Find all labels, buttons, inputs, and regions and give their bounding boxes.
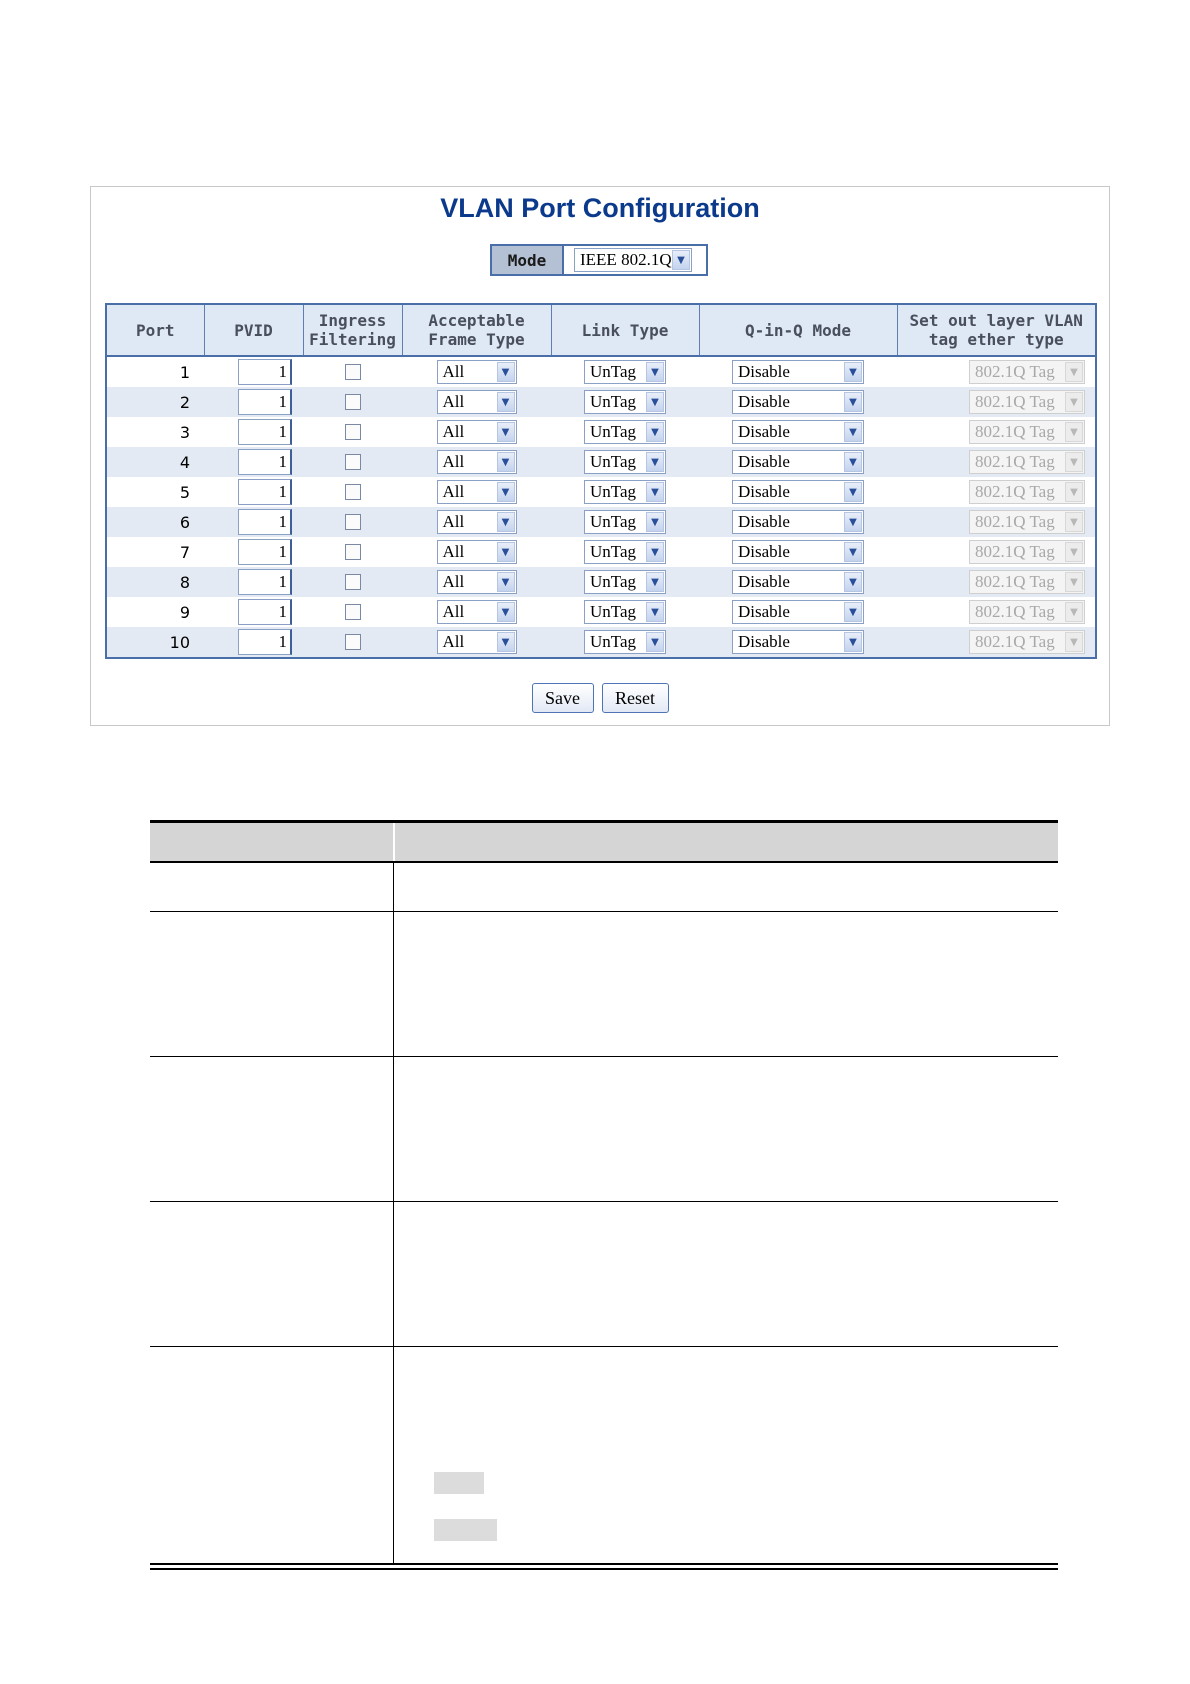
frame-type-select[interactable]: All ▼ [437, 630, 517, 654]
link-type-select[interactable]: UnTag ▼ [584, 390, 666, 414]
mode-select-value: IEEE 802.1Q [580, 250, 672, 269]
object-header-cell [150, 823, 395, 861]
header-link-type: Link Type [551, 304, 699, 356]
chevron-down-icon: ▼ [1065, 542, 1083, 562]
ingress-filtering-checkbox[interactable] [345, 514, 361, 530]
table-row [106, 537, 1096, 567]
qinq-mode-select[interactable]: Disable ▼ [732, 570, 864, 594]
mode-control [490, 244, 708, 276]
chevron-down-icon: ▼ [497, 572, 515, 592]
pvid-input[interactable]: 1 [238, 539, 292, 565]
frame-type-select[interactable]: All ▼ [437, 510, 517, 534]
frame-type-select[interactable]: All ▼ [437, 600, 517, 624]
table-row [106, 447, 1096, 477]
chevron-down-icon: ▼ [844, 362, 862, 382]
highlight-mark [434, 1519, 497, 1541]
mode-label: Mode [492, 246, 564, 274]
highlight-mark [434, 1472, 484, 1494]
chevron-down-icon: ▼ [844, 632, 862, 652]
frame-type-select[interactable]: All ▼ [437, 390, 517, 414]
port-number: 10 [106, 627, 204, 658]
mode-select[interactable] [574, 248, 692, 272]
chevron-down-icon: ▼ [497, 542, 515, 562]
qinq-mode-select[interactable]: Disable ▼ [732, 450, 864, 474]
table-row [106, 477, 1096, 507]
table-row [106, 627, 1096, 658]
link-type-select[interactable]: UnTag ▼ [584, 360, 666, 384]
chevron-down-icon: ▼ [646, 422, 664, 442]
ingress-filtering-checkbox[interactable] [345, 454, 361, 470]
description-row [150, 1347, 1058, 1565]
port-number: 6 [106, 507, 204, 537]
chevron-down-icon: ▼ [497, 512, 515, 532]
frame-type-select[interactable]: All ▼ [437, 420, 517, 444]
port-number: 8 [106, 567, 204, 597]
chevron-down-icon: ▼ [1065, 602, 1083, 622]
description-row [150, 863, 1058, 912]
chevron-down-icon: ▼ [1065, 452, 1083, 472]
chevron-down-icon: ▼ [844, 602, 862, 622]
qinq-mode-select[interactable]: Disable ▼ [732, 420, 864, 444]
ether-type-select: 802.1Q Tag ▼ [969, 540, 1085, 564]
chevron-down-icon: ▼ [646, 572, 664, 592]
ether-type-select: 802.1Q Tag ▼ [969, 480, 1085, 504]
ingress-filtering-checkbox[interactable] [345, 604, 361, 620]
page-title: VLAN Port Configuration [440, 193, 760, 223]
ether-type-select: 802.1Q Tag ▼ [969, 450, 1085, 474]
ether-type-select: 802.1Q Tag ▼ [969, 510, 1085, 534]
chevron-down-icon: ▼ [1065, 422, 1083, 442]
chevron-down-icon: ▼ [646, 512, 664, 532]
port-number: 3 [106, 417, 204, 447]
chevron-down-icon: ▼ [1065, 482, 1083, 502]
port-number: 5 [106, 477, 204, 507]
link-type-select[interactable]: UnTag ▼ [584, 450, 666, 474]
qinq-mode-select[interactable]: Disable ▼ [732, 390, 864, 414]
header-pvid: PVID [204, 304, 303, 356]
qinq-mode-select[interactable]: Disable ▼ [732, 360, 864, 384]
port-number: 4 [106, 447, 204, 477]
pvid-input[interactable]: 1 [238, 359, 292, 385]
table-row [106, 356, 1096, 387]
chevron-down-icon: ▼ [844, 542, 862, 562]
save-button[interactable]: Save [532, 683, 594, 713]
chevron-down-icon: ▼ [1065, 512, 1083, 532]
pvid-input[interactable]: 1 [238, 449, 292, 475]
ingress-filtering-checkbox[interactable] [345, 364, 361, 380]
qinq-mode-select[interactable]: Disable ▼ [732, 540, 864, 564]
ingress-filtering-checkbox[interactable] [345, 544, 361, 560]
chevron-down-icon: ▼ [844, 392, 862, 412]
ingress-filtering-checkbox[interactable] [345, 394, 361, 410]
chevron-down-icon: ▼ [844, 452, 862, 472]
link-type-select[interactable]: UnTag ▼ [584, 630, 666, 654]
port-number: 7 [106, 537, 204, 567]
link-type-select[interactable]: UnTag ▼ [584, 570, 666, 594]
chevron-down-icon: ▼ [497, 602, 515, 622]
chevron-down-icon: ▼ [646, 482, 664, 502]
port-number: 1 [106, 356, 204, 387]
frame-type-select[interactable]: All ▼ [437, 450, 517, 474]
pvid-input[interactable]: 1 [238, 419, 292, 445]
chevron-down-icon: ▼ [497, 392, 515, 412]
description-row [150, 912, 1058, 1057]
chevron-down-icon: ▼ [497, 362, 515, 382]
frame-type-select[interactable]: All ▼ [437, 570, 517, 594]
chevron-down-icon: ▼ [844, 572, 862, 592]
chevron-down-icon: ▼ [1065, 632, 1083, 652]
table-row [106, 387, 1096, 417]
description-row [150, 1057, 1058, 1202]
link-type-select[interactable]: UnTag ▼ [584, 600, 666, 624]
pvid-input[interactable]: 1 [238, 479, 292, 505]
vlan-port-config-panel [90, 186, 1110, 726]
chevron-down-icon: ▼ [844, 482, 862, 502]
frame-type-select[interactable]: All ▼ [437, 480, 517, 504]
frame-type-select[interactable]: All ▼ [437, 360, 517, 384]
ingress-filtering-checkbox[interactable] [345, 634, 361, 650]
ether-type-select: 802.1Q Tag ▼ [969, 420, 1085, 444]
form-buttons [91, 683, 1109, 713]
chevron-down-icon: ▼ [646, 632, 664, 652]
link-type-select[interactable]: UnTag ▼ [584, 480, 666, 504]
table-row [106, 507, 1096, 537]
chevron-down-icon: ▼ [672, 250, 690, 270]
chevron-down-icon: ▼ [646, 602, 664, 622]
reset-button[interactable]: Reset [602, 683, 669, 713]
ingress-filtering-checkbox[interactable] [345, 484, 361, 500]
chevron-down-icon: ▼ [646, 362, 664, 382]
chevron-down-icon: ▼ [844, 512, 862, 532]
ether-type-select: 802.1Q Tag ▼ [969, 570, 1085, 594]
chevron-down-icon: ▼ [646, 452, 664, 472]
header-ether-type: Set out layer VLAN tag ether type [897, 304, 1096, 356]
frame-type-select[interactable]: All ▼ [437, 540, 517, 564]
pvid-input[interactable]: 1 [238, 509, 292, 535]
ether-type-select: 802.1Q Tag ▼ [969, 390, 1085, 414]
chevron-down-icon: ▼ [497, 422, 515, 442]
link-type-select[interactable]: UnTag ▼ [584, 420, 666, 444]
header-acceptable-frame-type: Acceptable Frame Type [402, 304, 551, 356]
chevron-down-icon: ▼ [497, 452, 515, 472]
pvid-input[interactable]: 1 [238, 629, 292, 655]
vlan-port-table [105, 303, 1097, 659]
chevron-down-icon: ▼ [1065, 362, 1083, 382]
pvid-input[interactable]: 1 [238, 569, 292, 595]
pvid-input[interactable]: 1 [238, 389, 292, 415]
link-type-select[interactable]: UnTag ▼ [584, 540, 666, 564]
header-ingress-filtering: Ingress Filtering [303, 304, 402, 356]
description-row [150, 1202, 1058, 1347]
chevron-down-icon: ▼ [1065, 392, 1083, 412]
header-qinq-mode: Q-in-Q Mode [699, 304, 897, 356]
chevron-down-icon: ▼ [844, 422, 862, 442]
description-table [150, 820, 1058, 1570]
link-type-select[interactable]: UnTag ▼ [584, 510, 666, 534]
ingress-filtering-checkbox[interactable] [345, 574, 361, 590]
port-number: 2 [106, 387, 204, 417]
chevron-down-icon: ▼ [646, 392, 664, 412]
table-row [106, 417, 1096, 447]
description-table-header [150, 823, 1058, 861]
ether-type-select: 802.1Q Tag ▼ [969, 360, 1085, 384]
qinq-mode-select[interactable]: Disable ▼ [732, 600, 864, 624]
port-number: 9 [106, 597, 204, 627]
chevron-down-icon: ▼ [497, 482, 515, 502]
qinq-mode-select[interactable]: Disable ▼ [732, 480, 864, 504]
qinq-mode-select[interactable]: Disable ▼ [732, 630, 864, 654]
pvid-input[interactable]: 1 [238, 599, 292, 625]
table-row [106, 567, 1096, 597]
ether-type-select: 802.1Q Tag ▼ [969, 630, 1085, 654]
header-port: Port [106, 304, 204, 356]
chevron-down-icon: ▼ [1065, 572, 1083, 592]
ether-type-select: 802.1Q Tag ▼ [969, 600, 1085, 624]
description-header-cell [395, 823, 1058, 861]
qinq-mode-select[interactable]: Disable ▼ [732, 510, 864, 534]
chevron-down-icon: ▼ [646, 542, 664, 562]
table-row [106, 597, 1096, 627]
chevron-down-icon: ▼ [497, 632, 515, 652]
ingress-filtering-checkbox[interactable] [345, 424, 361, 440]
